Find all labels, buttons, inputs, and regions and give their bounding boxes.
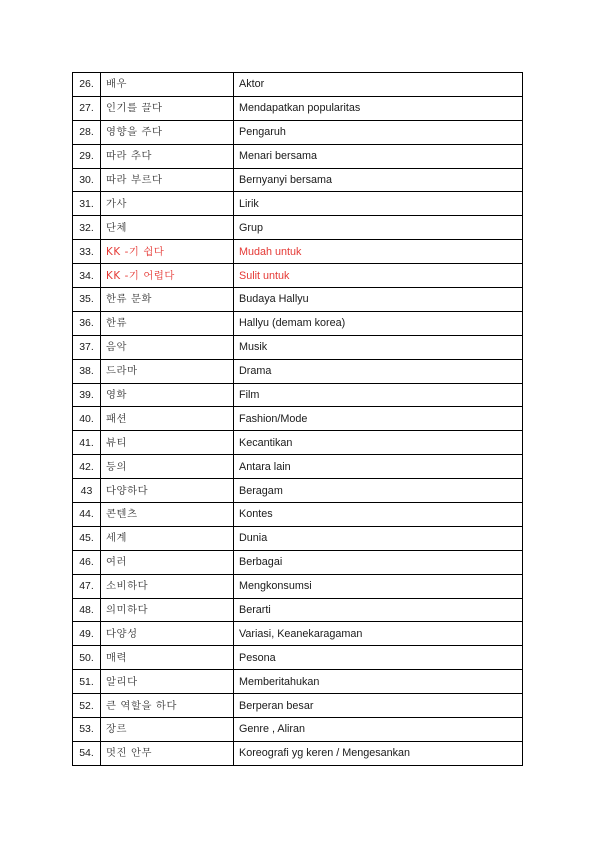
indonesian-meaning-cell: Hallyu (demam korea) [234, 311, 523, 335]
korean-term-cell: 콘텐츠 [101, 503, 234, 527]
korean-term-cell: 단체 [101, 216, 234, 240]
korean-term-cell: 드라마 [101, 359, 234, 383]
indonesian-meaning-cell: Variasi, Keanekaragaman [234, 622, 523, 646]
korean-term-cell: 따라 부르다 [101, 168, 234, 192]
indonesian-meaning-cell: Mendapatkan popularitas [234, 96, 523, 120]
table-row [73, 526, 523, 550]
korean-term-cell: 음악 [101, 335, 234, 359]
korean-term-cell: 영향을 주다 [101, 120, 234, 144]
row-number-cell: 49. [73, 622, 101, 646]
row-number-cell: 44. [73, 503, 101, 527]
indonesian-meaning-cell: Fashion/Mode [234, 407, 523, 431]
table-row [73, 216, 523, 240]
table-row [73, 574, 523, 598]
table-row [73, 264, 523, 288]
korean-term-cell: 멋진 안무 [101, 741, 234, 765]
row-number-cell: 29. [73, 144, 101, 168]
row-number-cell: 48. [73, 598, 101, 622]
indonesian-meaning-cell: Sulit untuk [234, 264, 523, 288]
table-row [73, 359, 523, 383]
korean-term-cell: 장르 [101, 718, 234, 742]
korean-term-cell: 한류 [101, 311, 234, 335]
korean-term-cell: 다양하다 [101, 479, 234, 503]
table-row [73, 311, 523, 335]
indonesian-meaning-cell: Mengkonsumsi [234, 574, 523, 598]
row-number-cell: 37. [73, 335, 101, 359]
table-row [73, 407, 523, 431]
row-number-cell: 30. [73, 168, 101, 192]
table-row [73, 73, 523, 97]
table-row [73, 479, 523, 503]
row-number-cell: 50. [73, 646, 101, 670]
indonesian-meaning-cell: Berarti [234, 598, 523, 622]
indonesian-meaning-cell: Antara lain [234, 455, 523, 479]
table-row [73, 455, 523, 479]
table-row [73, 718, 523, 742]
table-row [73, 694, 523, 718]
indonesian-meaning-cell: Film [234, 383, 523, 407]
korean-term-cell: 큰 역할을 하다 [101, 694, 234, 718]
korean-term-cell: 영화 [101, 383, 234, 407]
row-number-cell: 33. [73, 240, 101, 264]
indonesian-meaning-cell: Pengaruh [234, 120, 523, 144]
row-number-cell: 35. [73, 288, 101, 312]
korean-term-cell: 여러 [101, 550, 234, 574]
row-number-cell: 42. [73, 455, 101, 479]
row-number-cell: 32. [73, 216, 101, 240]
indonesian-meaning-cell: Mudah untuk [234, 240, 523, 264]
table-row [73, 335, 523, 359]
table-row [73, 120, 523, 144]
korean-term-cell: 한류 문화 [101, 288, 234, 312]
row-number-cell: 47. [73, 574, 101, 598]
row-number-cell: 28. [73, 120, 101, 144]
table-row [73, 96, 523, 120]
table-row [73, 168, 523, 192]
table-row [73, 622, 523, 646]
indonesian-meaning-cell: Budaya Hallyu [234, 288, 523, 312]
korean-term-cell: 세계 [101, 526, 234, 550]
indonesian-meaning-cell: Musik [234, 335, 523, 359]
indonesian-meaning-cell: Menari bersama [234, 144, 523, 168]
row-number-cell: 51. [73, 670, 101, 694]
korean-term-cell: KK -기 어렵다 [101, 264, 234, 288]
indonesian-meaning-cell: Dunia [234, 526, 523, 550]
korean-term-cell: 배우 [101, 73, 234, 97]
row-number-cell: 26. [73, 73, 101, 97]
indonesian-meaning-cell: Berbagai [234, 550, 523, 574]
korean-term-cell: KK -기 쉽다 [101, 240, 234, 264]
indonesian-meaning-cell: Memberitahukan [234, 670, 523, 694]
korean-term-cell: 다양성 [101, 622, 234, 646]
row-number-cell: 41. [73, 431, 101, 455]
table-row [73, 144, 523, 168]
row-number-cell: 40. [73, 407, 101, 431]
korean-term-cell: 따라 추다 [101, 144, 234, 168]
table-row [73, 288, 523, 312]
korean-term-cell: 인기를 끌다 [101, 96, 234, 120]
indonesian-meaning-cell: Genre , Aliran [234, 718, 523, 742]
row-number-cell: 27. [73, 96, 101, 120]
indonesian-meaning-cell: Beragam [234, 479, 523, 503]
row-number-cell: 46. [73, 550, 101, 574]
table-row [73, 670, 523, 694]
row-number-cell: 31. [73, 192, 101, 216]
table-row [73, 431, 523, 455]
row-number-cell: 34. [73, 264, 101, 288]
korean-term-cell: 가사 [101, 192, 234, 216]
table-row [73, 646, 523, 670]
korean-term-cell: 소비하다 [101, 574, 234, 598]
indonesian-meaning-cell: Grup [234, 216, 523, 240]
indonesian-meaning-cell: Pesona [234, 646, 523, 670]
indonesian-meaning-cell: Kontes [234, 503, 523, 527]
row-number-cell: 38. [73, 359, 101, 383]
table-row [73, 503, 523, 527]
vocabulary-table-body [73, 73, 523, 766]
korean-term-cell: 등의 [101, 455, 234, 479]
row-number-cell: 54. [73, 741, 101, 765]
korean-term-cell: 알리다 [101, 670, 234, 694]
table-row [73, 598, 523, 622]
table-row [73, 550, 523, 574]
table-row [73, 192, 523, 216]
korean-term-cell: 패션 [101, 407, 234, 431]
vocabulary-table [72, 72, 523, 766]
row-number-cell: 43 [73, 479, 101, 503]
table-row [73, 741, 523, 765]
korean-term-cell: 매력 [101, 646, 234, 670]
indonesian-meaning-cell: Koreografi yg keren / Mengesankan [234, 741, 523, 765]
row-number-cell: 36. [73, 311, 101, 335]
table-row [73, 240, 523, 264]
row-number-cell: 53. [73, 718, 101, 742]
korean-term-cell: 의미하다 [101, 598, 234, 622]
korean-term-cell: 뷰티 [101, 431, 234, 455]
indonesian-meaning-cell: Bernyanyi bersama [234, 168, 523, 192]
indonesian-meaning-cell: Lirik [234, 192, 523, 216]
indonesian-meaning-cell: Drama [234, 359, 523, 383]
row-number-cell: 45. [73, 526, 101, 550]
row-number-cell: 52. [73, 694, 101, 718]
row-number-cell: 39. [73, 383, 101, 407]
table-row [73, 383, 523, 407]
indonesian-meaning-cell: Kecantikan [234, 431, 523, 455]
indonesian-meaning-cell: Berperan besar [234, 694, 523, 718]
indonesian-meaning-cell: Aktor [234, 73, 523, 97]
